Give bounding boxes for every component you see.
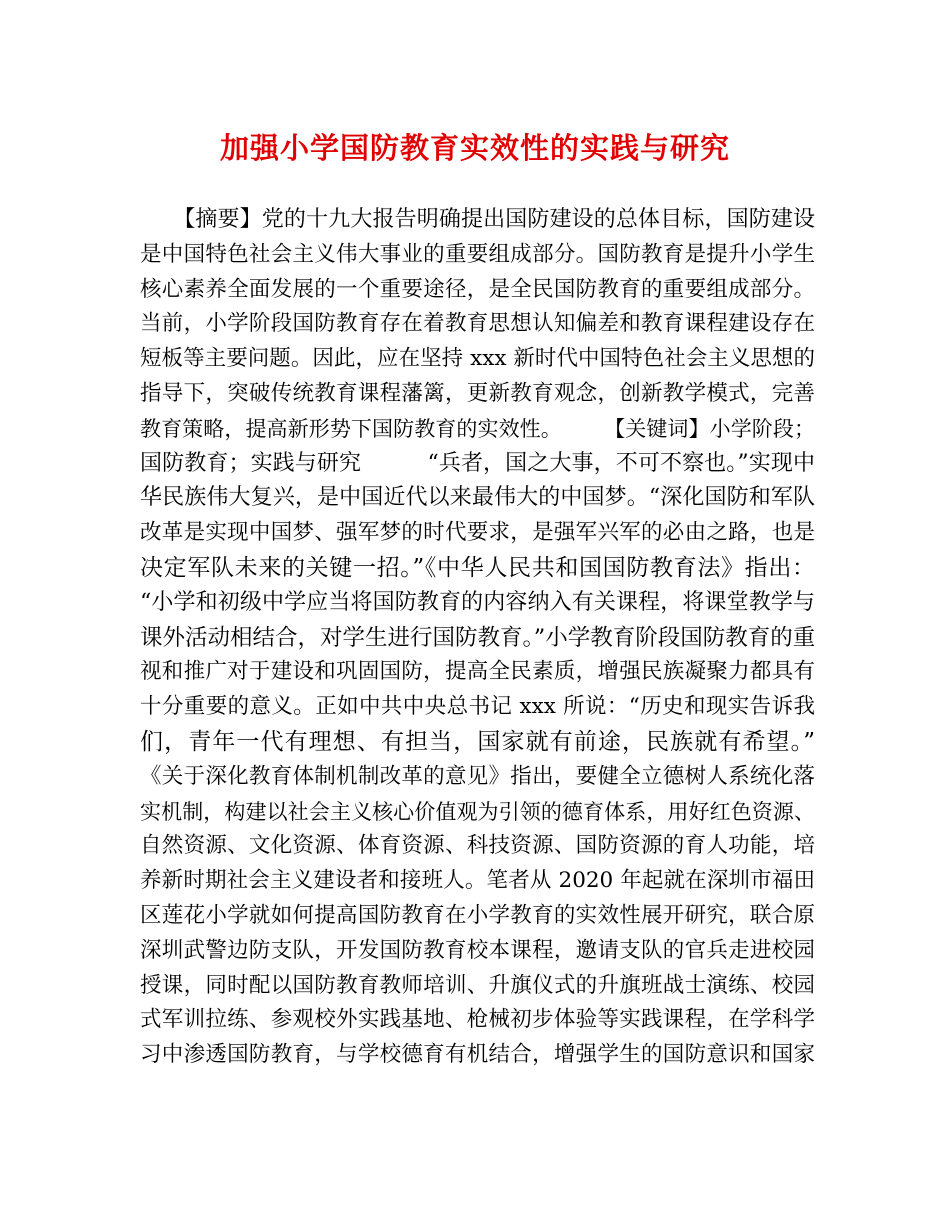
body-line: 深圳武警边防支队，开发国防教育校本课程，邀请支队的官兵走进校园 [140,937,815,963]
document-body [140,203,815,1073]
body-line: 短板等主要问题。因此，应在坚持 xxx 新时代中国特色社会主义思想的 [140,346,815,372]
body-line: 自然资源、文化资源、体育资源、科技资源、国防资源的育人功能，培 [140,833,815,859]
body-line: 习中渗透国防教育，与学校德育有机结合，增强学生的国防意识和国家 [140,1042,815,1068]
body-line: 视和推广对于建设和巩固国防，提高全民素质，增强民族凝聚力都具有 [140,659,815,685]
body-line: 【摘要】党的十九大报告明确提出国防建设的总体目标，国防建设 [140,207,815,232]
body-line: 决定军队未来的关键一招。”《中华人民共和国国防教育法》指出： [140,554,815,581]
body-line: 养新时期社会主义建设者和接班人。笔者从 2020 年起就在深圳市福田 [140,868,815,894]
body-line: 华民族伟大复兴，是中国近代以来最伟大的中国梦。“深化国防和军队 [140,485,815,511]
body-line: 教育策略，提高新形势下国防教育的实效性。 【关键词】小学阶段； [140,416,815,441]
body-line: 授课，同时配以国防教育教师培训、升旗仪式的升旗班战士演练、校园 [140,972,815,998]
document-title: 加强小学国防教育实效性的实践与研究 [219,131,730,165]
body-line: “小学和初级中学应当将国防教育的内容纳入有关课程，将课堂教学与 [140,589,815,615]
body-line: 《关于深化教育体制机制改革的意见》指出，要健全立德树人系统化落 [140,763,815,789]
body-line: 课外活动相结合，对学生进行国防教育。”小学教育阶段国防教育的重 [140,624,815,651]
body-line: 们，青年一代有理想、有担当，国家就有前途，民族就有希望。” [140,728,815,755]
body-line: 式军训拉练、参观校外实践基地、枪械初步体验等实践课程，在学科学 [140,1007,815,1033]
body-line: 指导下，突破传统教育课程藩篱，更新教育观念，创新教学模式，完善 [140,380,815,406]
body-line: 当前，小学阶段国防教育存在着教育思想认知偏差和教育课程建设存在 [140,311,815,337]
body-line: 改革是实现中国梦、强军梦的时代要求，是强军兴军的必由之路，也是 [140,520,815,546]
body-line: 国防教育；实践与研究 “兵者，国之大事，不可不察也。”实现中 [140,450,815,476]
body-line: 实机制，构建以社会主义核心价值观为引领的德育体系，用好红色资源、 [140,799,815,824]
body-line: 区莲花小学就如何提高国防教育在小学教育的实效性展开研究，联合原 [140,902,815,928]
body-line: 核心素养全面发展的一个重要途径，是全民国防教育的重要组成部分。 [140,276,815,302]
body-line: 十分重要的意义。正如中共中央总书记 xxx 所说：“历史和现实告诉我 [140,694,815,720]
body-line: 是中国特色社会主义伟大事业的重要组成部分。国防教育是提升小学生 [140,241,815,267]
